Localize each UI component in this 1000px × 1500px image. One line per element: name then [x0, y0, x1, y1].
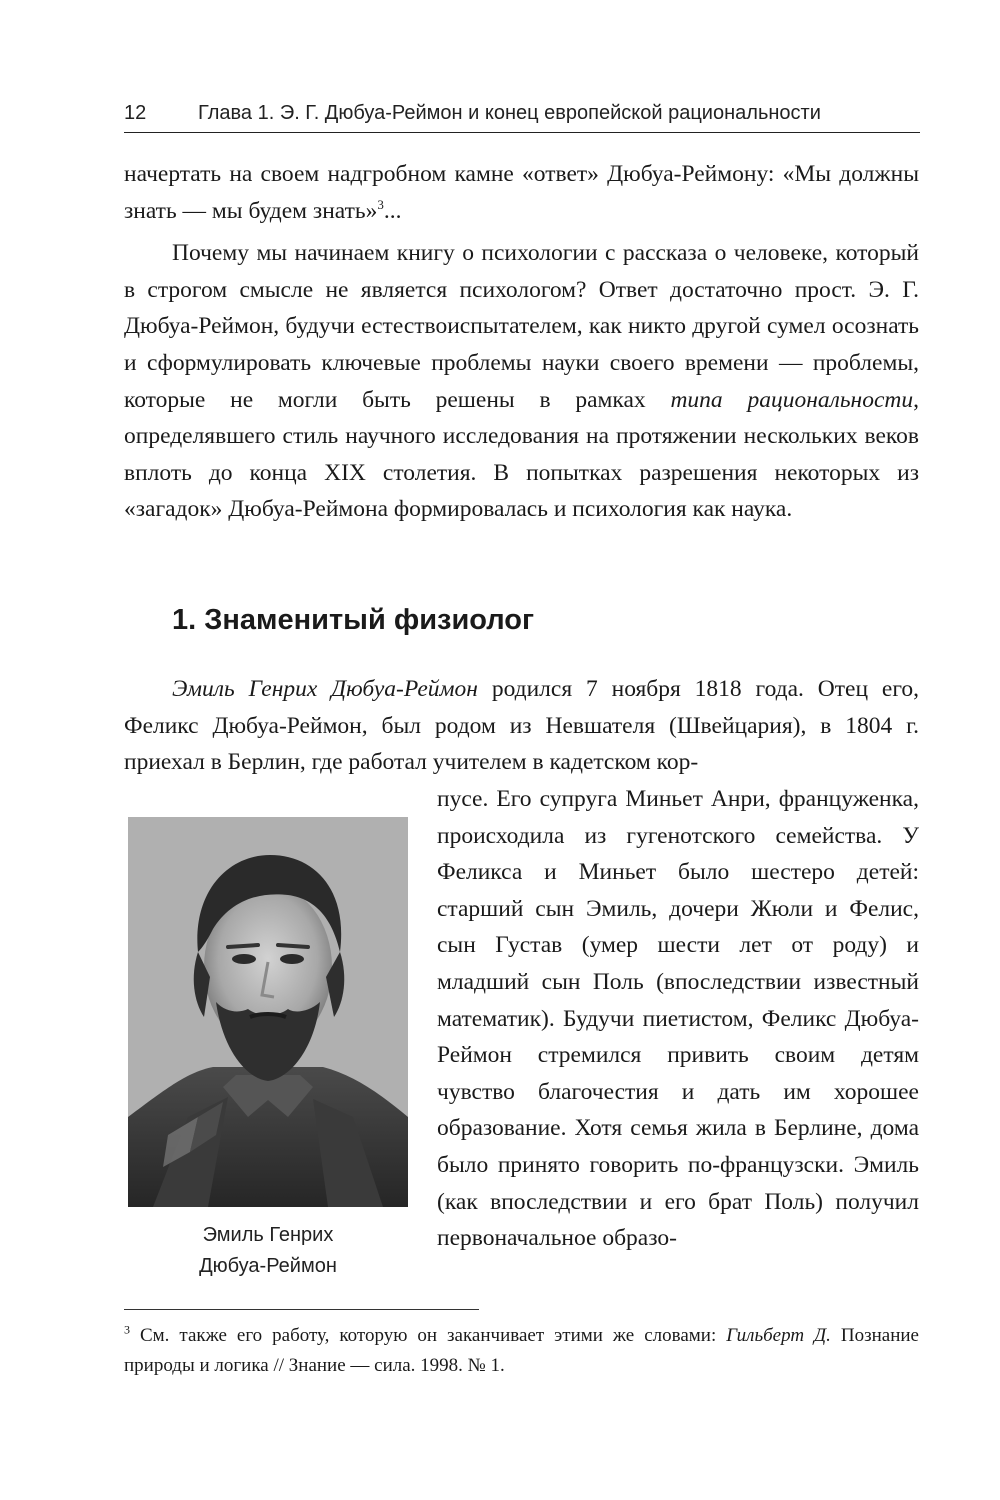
portrait-photo — [128, 817, 408, 1207]
person-name: Эмиль Генрих Дюбуа-Реймон — [172, 676, 478, 702]
footnote-reference[interactable]: 3 — [377, 196, 384, 212]
caption-line: Дюбуа-Реймон — [199, 1255, 337, 1277]
caption-line: Эмиль Генрих — [202, 1224, 334, 1246]
paragraph-text: Почему мы начинаем книгу о психологии с рассказа о человеке, который в строгом смысле не является психологом? Ответ достаточно прост. Э. Г. Дюбуа-Реймон, будучи естествоиспытателем, как никто другой сумел осознать и сформулировать ключевые проблемы науки своего времени — проблемы, которые не могли быть решены в рамках — [124, 240, 919, 413]
text-block-top — [124, 156, 919, 528]
paragraph-text: родился 7 ноября 1818 года. Отец его, Феликс Дюбуа-Реймон, был родом из Невшателя (Швейцария), в 1804 г. приехал в Берлин, где работал учителем в кадетском кор- — [124, 676, 919, 776]
footnote — [124, 1321, 919, 1381]
running-header — [124, 98, 920, 133]
footnote-text-end: Познание природы и логика // Знание — сила. 1998. № 1. — [124, 1325, 919, 1376]
paragraph-text: начертать на своем надгробном камне «ответ» Дюбуа-Реймону: «Мы должны знать — мы будем знать» — [124, 161, 919, 224]
paragraph-biography-continued: пусе. Его супруга Миньет Анри, француженка, происходила из гугенотского семейства. У Феликса и Миньет было шестеро детей: старший сын Эмиль, дочери Жюли и Фелис, сын Густав (умер шести лет от роду) и младший сын Поль (впоследствии известный математик). Будучи пиетистом, Феликс Дюбуа-Реймон стремился привить своим детям чувство благочестия и дать им хорошее образование. Хотя семья жила в Берлине, дома было принято говорить по-французски. Эмиль (как впоследствии и его брат Поль) получил первоначальное образо- — [437, 786, 919, 1252]
footnote-separator — [124, 1309, 479, 1310]
paragraph-text-end: , определявшего стиль научного исследования на протяжении нескольких веков вплоть до конца XIX столетия. В попытках разрешения некоторых из «загадок» Дюбуа-Реймона формировалась и психология как наука. — [124, 386, 919, 523]
running-title: Глава 1. Э. Г. Дюбуа-Реймон и конец европейской рациональности — [198, 102, 821, 124]
footnote-mark: 3 — [124, 1322, 130, 1337]
section-heading: 1. Знаменитый физиолог — [172, 604, 535, 636]
paragraph-text-end: ... — [383, 197, 402, 224]
text-block-biography-start — [124, 671, 919, 781]
figure-caption — [128, 1220, 408, 1282]
footnote-text-start: См. также его работу, которую он заканчивает этими же словами: — [130, 1325, 727, 1346]
paragraph-continuation — [124, 156, 919, 229]
footnote-text — [124, 1321, 919, 1381]
paragraph-why-psychology — [124, 235, 919, 528]
portrait-image — [128, 817, 408, 1207]
footnote-author: Гильберт Д. — [726, 1325, 831, 1346]
text-block-wrapped — [437, 781, 919, 1257]
emphasized-term: типа рациональности — [670, 386, 914, 413]
paragraph-biography — [124, 671, 919, 781]
page-number: 12 — [124, 102, 147, 124]
